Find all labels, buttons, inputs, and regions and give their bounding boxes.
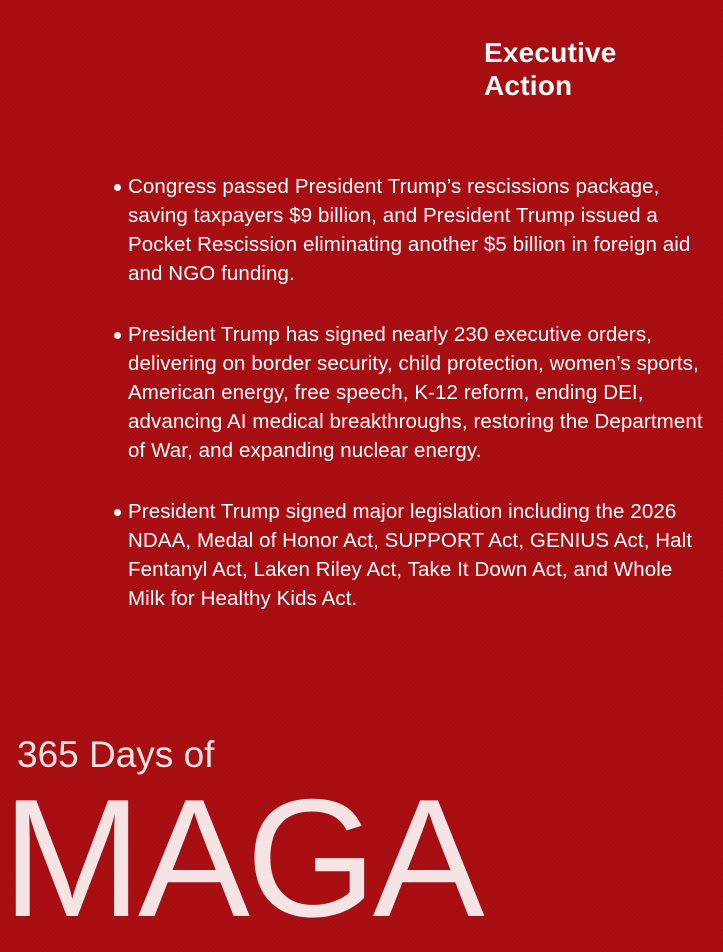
bullet-dot-icon: [114, 184, 121, 191]
footer-subtitle: 365 Days of: [17, 734, 215, 775]
bullet-item-executive-orders: [112, 320, 708, 465]
bullet-dot-icon: [114, 332, 121, 339]
bullet-text: Congress passed President Trump’s rescissions package, saving taxpayers $9 billion, and President Trump issued a Pocket Rescission eliminating another $5 billion in foreign aid and NGO funding.: [128, 175, 691, 285]
bullet-list: [112, 172, 708, 645]
bullet-text: President Trump has signed nearly 230 executive orders, delivering on border security, child protection, women’s sports, American energy, free speech, K-12 reform, ending DEI, advancing AI medical breakthroughs, restoring the Department of War, and expanding nuclear energy.: [128, 323, 703, 462]
section-title: Executive Action: [484, 37, 617, 101]
bullet-text: President Trump signed major legislation including the 2026 NDAA, Medal of Honor Act, SUPPORT Act, GENIUS Act, Halt Fentanyl Act, Laken Riley Act, Take It Down Act, and Whole Milk for Healthy Kids Act.: [128, 500, 693, 610]
bullet-dot-icon: [114, 509, 121, 516]
bullet-item-legislation: [112, 497, 708, 613]
footer-headline: MAGA: [2, 764, 481, 952]
bullet-item-rescissions: [112, 172, 708, 288]
